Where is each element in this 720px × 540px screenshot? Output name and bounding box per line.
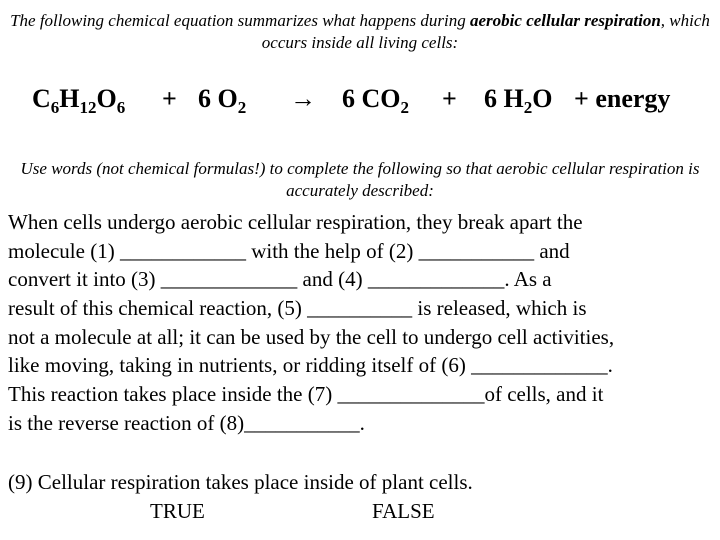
intro-text: [10, 10, 710, 54]
intro-bold-term: aerobic cellular respiration: [470, 11, 661, 30]
intro-part-2: , which occurs inside all living cells:: [261, 11, 710, 52]
passage-line: result of this chemical reaction, (5) __________ is released, which is: [8, 296, 587, 321]
arrow-icon: →: [290, 84, 316, 113]
passage-line: is the reverse reaction of (8)___________.: [8, 410, 365, 435]
question-9-text: (9) Cellular respiration takes place inside of plant cells.: [8, 470, 473, 494]
energy-term: + energy: [574, 84, 671, 113]
passage-line: not a molecule at all; it can be used by the cell to undergo cell activities,: [8, 324, 615, 349]
passage-line: When cells undergo aerobic cellular respiration, they break apart the: [8, 210, 583, 234]
carbon-dioxide-formula: 6 $CO_2$: [342, 84, 409, 117]
instructions-text: Use words (not chemical formulas!) to complete the following so that aerobic cellular respiration is accurately described:: [20, 159, 700, 200]
passage-line: convert it into (3) _____________ and (4) _____________. As a: [8, 267, 552, 292]
glucose-formula: $C_6H_{12}O_6$: [32, 84, 126, 117]
passage-line: like moving, taking in nutrients, or ridding itself of (6) _____________.: [8, 353, 613, 378]
chemical-equation: [0, 84, 720, 124]
plus-sign-1: +: [162, 84, 177, 113]
passage-line: This reaction takes place inside the (7) ______________of cells, and it: [8, 382, 604, 407]
water-formula: 6 $H_2O$: [484, 84, 553, 117]
plus-sign-2: +: [442, 84, 457, 113]
oxygen-formula: 6 $O_2$: [198, 84, 247, 117]
fill-in-passage: [8, 208, 720, 438]
passage-line: molecule (1) ____________ with the help of (2) ___________ and: [8, 238, 570, 263]
intro-part-1: The following chemical equation summarizes what happens during: [10, 11, 471, 30]
true-option[interactable]: TRUE: [150, 499, 205, 523]
false-option[interactable]: FALSE: [372, 499, 435, 523]
